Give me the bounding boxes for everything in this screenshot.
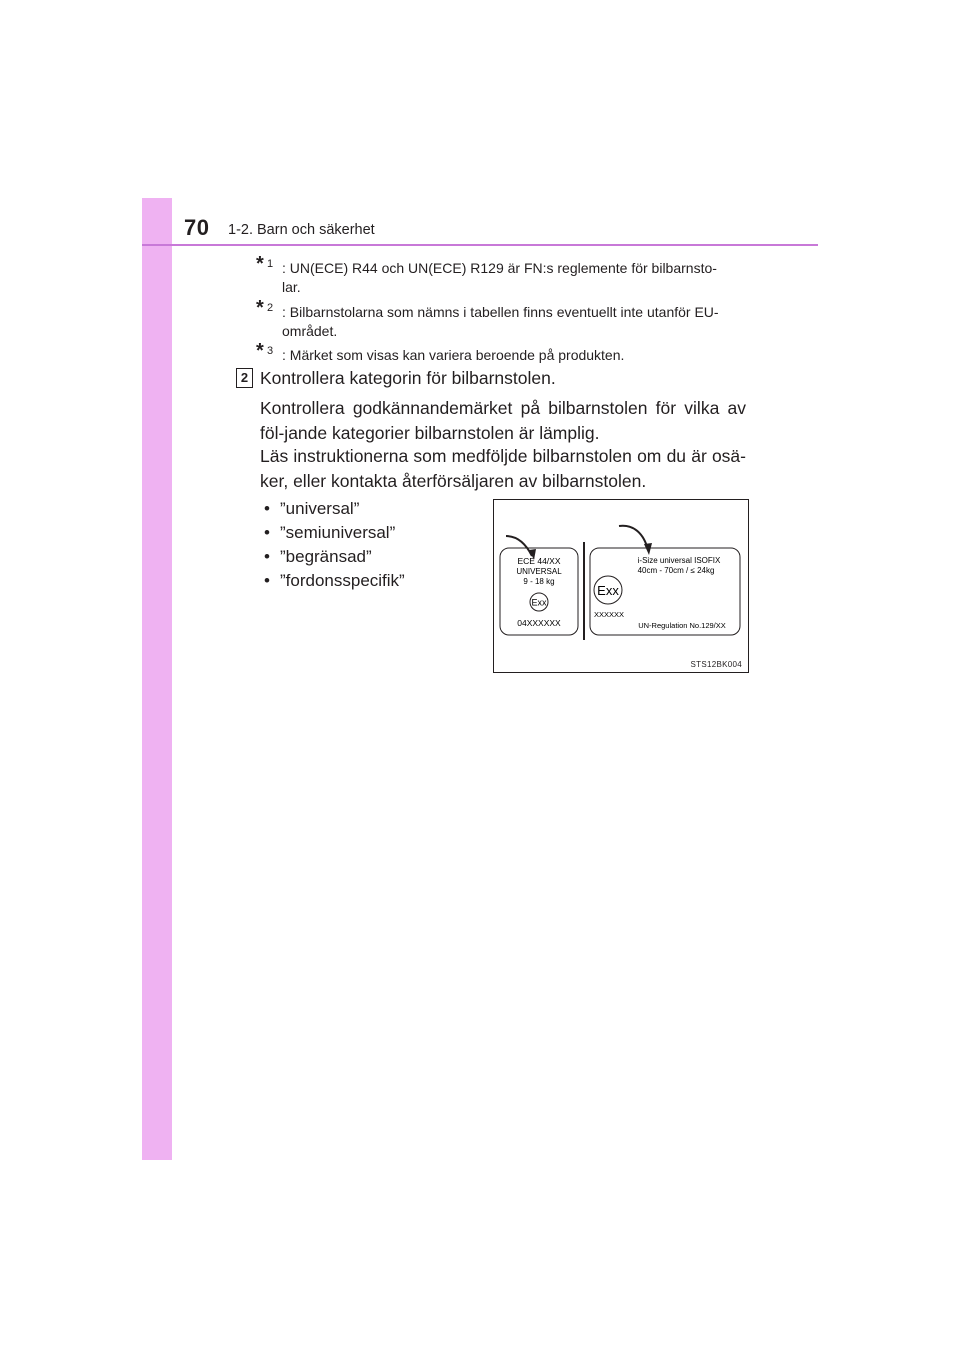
left-label-line3: 9 - 18 kg — [523, 577, 555, 586]
footnote-1: * 1 : UN(ECE) R44 och UN(ECE) R129 är FN:s reglemente för bilbarnsto- lar. — [256, 253, 717, 295]
approval-labels-illustration — [494, 500, 750, 674]
page-number: 70 — [184, 215, 210, 240]
right-label-line1: i-Size universal ISOFIX — [637, 556, 721, 565]
list-item: • ”begränsad” — [264, 547, 372, 566]
list-item: • ”universal” — [264, 499, 360, 518]
category-list — [264, 497, 405, 593]
footnote-2: * 2 : Bilbarnstolarna som nämns i tabellen finns eventuellt inte utanför EU- området. — [256, 297, 719, 339]
side-color-bar — [142, 198, 172, 1160]
right-label-regulation: UN-Regulation No.129/XX — [638, 621, 726, 630]
left-pointer-arrow — [506, 536, 532, 556]
step-paragraph-1: Kontrollera godkännandemärket på bilbarnstolen för vilka av föl-jande kategorier bilbarnstolen är lämplig. — [260, 398, 746, 443]
right-label-line2: 40cm - 70cm / ≤ 24kg — [637, 566, 715, 575]
approval-label-figure — [493, 499, 749, 673]
left-label-line2: UNIVERSAL — [516, 567, 562, 576]
left-label-code: 04XXXXXX — [517, 618, 561, 628]
left-label-line1: ECE 44/XX — [517, 556, 561, 566]
right-e-emblem-text: Exx — [597, 583, 619, 598]
section-title: 1-2. Barn och säkerhet — [228, 222, 375, 238]
figure-code: STS12BK004 — [690, 660, 742, 669]
step-title: Kontrollera kategorin för bilbarnstolen. — [260, 368, 556, 388]
left-e-emblem-text: Exx — [531, 597, 547, 608]
step-number-badge: 2 — [236, 368, 253, 388]
right-arrowhead — [644, 543, 652, 555]
footnote-3: * 3 : Märket som visas kan variera beroende på produkten. — [256, 340, 625, 363]
list-item: • ”fordonsspecifik” — [264, 571, 405, 590]
right-pointer-arrow — [619, 526, 648, 550]
right-label-code: XXXXXX — [593, 610, 625, 619]
list-item: • ”semiuniversal” — [264, 523, 396, 542]
header-rule — [142, 244, 818, 246]
step-paragraph-2: Läs instruktionerna som medföljde bilbarnstolen om du är osä-ker, eller kontakta återförsäljaren av bilbarnstolen. — [260, 446, 746, 491]
